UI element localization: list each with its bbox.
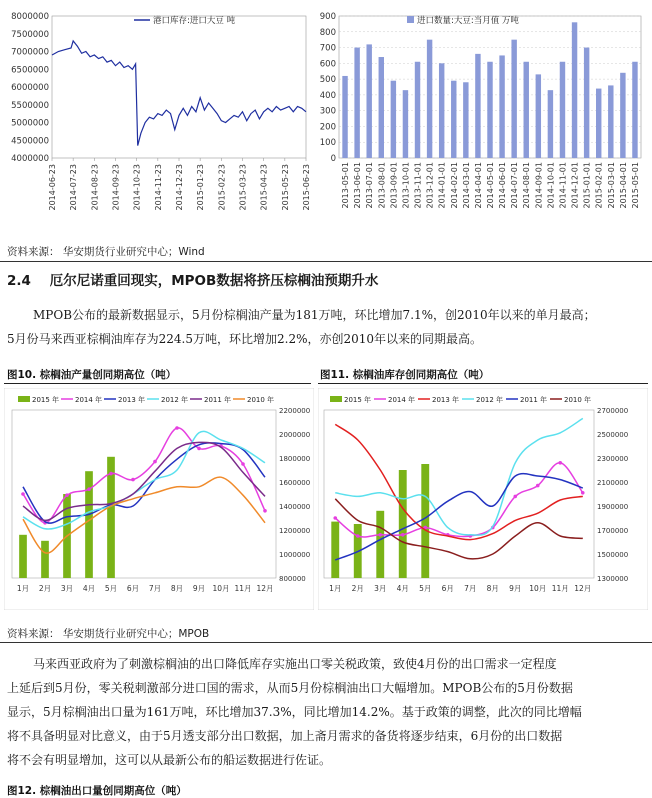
marker-2014 [356, 534, 360, 538]
y-tick-label: 1600000 [279, 479, 311, 487]
x-tick-label: 2014-09-23 [111, 164, 121, 211]
x-tick-label: 2015-05-01 [630, 162, 640, 209]
x-tick-label: 4月 [396, 584, 409, 593]
x-tick-label: 2014-06-01 [498, 162, 508, 209]
x-tick-label: 11月 [234, 584, 252, 593]
paragraph-line: MPOB公布的最新数据显示，5月份棕榈油产量为181万吨，环比增加7.1%，创2010年以来的单月最高； [33, 308, 596, 322]
y-tick-label: 600 [319, 59, 336, 70]
x-tick-label: 6月 [126, 584, 140, 593]
marker-2014 [131, 478, 135, 482]
legend-swatch [18, 396, 30, 402]
y-tick-label: 2500000 [597, 431, 629, 439]
x-tick-label: 2015-01-01 [582, 162, 592, 209]
import-bar [342, 76, 347, 158]
x-tick-label: 2014-08-23 [90, 164, 100, 211]
fig11-title-rule [318, 383, 648, 384]
import-bar [415, 62, 420, 158]
import-bar [403, 90, 408, 158]
import-bar [379, 57, 384, 158]
x-tick-label: 2014-02-01 [449, 162, 459, 209]
x-tick-label: 6月 [441, 584, 454, 593]
y-tick-label: 7500000 [11, 29, 49, 40]
import-bar [596, 89, 601, 158]
y-tick-label: 2200000 [279, 407, 311, 415]
import-bar [487, 62, 492, 158]
fig11-title: 图11. 棕榈油库存创同期高位（吨） [320, 369, 490, 381]
y-tick-label: 2300000 [597, 455, 629, 463]
y-tick-label: 800 [319, 27, 336, 38]
x-tick-label: 1月 [16, 584, 30, 593]
marker-2014 [558, 461, 562, 465]
x-tick-label: 2014-12-01 [570, 162, 580, 209]
y-tick-label: 500 [319, 75, 336, 86]
x-tick-label: 2015-02-01 [594, 162, 604, 209]
import-bar [536, 74, 541, 158]
legend-label: 2010 年 [564, 396, 592, 404]
legend-label: 港口库存:进口大豆 吨 [153, 16, 236, 26]
x-tick-label: 2014-12-23 [175, 164, 184, 211]
x-tick-label: 2月 [38, 584, 52, 593]
marker-2014 [378, 533, 382, 537]
section-number: 2.4 [7, 273, 31, 289]
import-bar [524, 62, 529, 158]
soybean-import-svg [313, 8, 647, 236]
marker-2014 [581, 491, 585, 495]
bar-2015 [421, 464, 429, 578]
import-bar [511, 40, 516, 158]
x-tick-label: 2013-11-01 [413, 162, 423, 209]
x-tick-label: 4月 [82, 584, 96, 593]
x-tick-label: 2014-11-23 [153, 164, 163, 211]
x-tick-label: 2015-06-23 [302, 164, 311, 211]
x-tick-label: 2013-05-01 [341, 162, 351, 209]
fig10-title-rule [4, 383, 311, 384]
import-bar [499, 55, 504, 158]
port-soybean-stock-svg [4, 8, 311, 236]
legend-label: 进口数量:大豆:当月值 万吨 [417, 16, 519, 26]
x-tick-label: 9月 [192, 584, 206, 593]
import-bar [451, 81, 456, 158]
legend-label: 2015 年 [344, 396, 372, 404]
section-title: 厄尔尼诺重回现实，MPOB数据将挤压棕榈油预期升水 [49, 273, 379, 289]
import-bar [366, 44, 371, 158]
x-tick-label: 2014-07-01 [510, 162, 520, 209]
x-tick-label: 2014-03-01 [461, 162, 471, 209]
y-tick-label: 1900000 [597, 503, 629, 511]
x-tick-label: 8月 [486, 584, 499, 593]
y-tick-label: 1000000 [279, 551, 311, 559]
y-tick-label: 100 [319, 138, 336, 149]
x-tick-label: 8月 [170, 584, 184, 593]
bar-2015 [41, 541, 49, 578]
top-source-note: 资料来源： 华安期货行业研究中心；Wind [7, 246, 205, 258]
legend-swatch [407, 16, 414, 23]
y-tick-label: 4000000 [11, 154, 49, 164]
y-tick-label: 1400000 [279, 503, 311, 511]
marker-2014 [333, 516, 337, 520]
legend-swatch [330, 396, 342, 402]
x-tick-label: 5月 [104, 584, 118, 593]
soybean-import-chart [313, 8, 647, 236]
import-bar [608, 85, 613, 158]
import-bar [427, 40, 432, 158]
palm-oil-production-svg [4, 388, 314, 610]
x-tick-label: 2014-04-01 [473, 162, 483, 209]
y-tick-label: 200 [319, 122, 336, 133]
paragraph-production [7, 303, 647, 351]
x-tick-label: 2015-05-23 [280, 164, 290, 211]
y-tick-label: 1700000 [597, 527, 629, 535]
legend-label: 2011 年 [520, 396, 548, 404]
x-tick-label: 2013-07-01 [365, 162, 375, 209]
y-tick-label: 1500000 [597, 551, 629, 559]
y-tick-label: 2000000 [279, 431, 311, 439]
y-tick-label: 1200000 [279, 527, 311, 535]
x-tick-label: 2014-08-01 [522, 162, 532, 209]
x-tick-label: 2015-03-01 [606, 162, 616, 209]
marker-2014 [197, 447, 201, 451]
marker-2014 [87, 487, 91, 491]
mid-source-note: 资料来源： 华安期货行业研究中心；MPOB [7, 628, 210, 640]
y-tick-label: 1800000 [279, 455, 311, 463]
y-tick-label: 700 [319, 43, 336, 54]
marker-2014 [175, 426, 179, 430]
import-bar [391, 81, 396, 158]
fig10-title: 图10. 棕榈油产量创同期高位（吨） [7, 369, 177, 381]
x-tick-label: 2013-09-01 [389, 162, 399, 209]
marker-2014 [153, 460, 157, 464]
x-tick-label: 2月 [351, 584, 364, 593]
import-bar [439, 63, 444, 158]
legend-label: 2014 年 [388, 396, 416, 404]
marker-2014 [401, 533, 405, 537]
port-soybean-stock-chart [4, 8, 311, 236]
palm-oil-inventory-chart [318, 388, 648, 610]
x-tick-label: 2013-10-01 [401, 162, 411, 209]
legend-label: 2013 年 [118, 396, 146, 404]
y-tick-label: 5000000 [11, 118, 49, 129]
x-tick-label: 2014-07-23 [69, 164, 79, 211]
y-tick-label: 7000000 [11, 47, 49, 58]
marker-2014 [65, 493, 69, 497]
x-tick-label: 7月 [464, 584, 477, 593]
marker-2014 [263, 509, 267, 513]
y-tick-label: 2700000 [597, 407, 629, 415]
import-bar [620, 73, 625, 158]
y-tick-label: 4500000 [11, 136, 49, 147]
x-tick-label: 1月 [329, 584, 342, 593]
legend-label: 2012 年 [161, 396, 189, 404]
x-tick-label: 2014-05-01 [486, 162, 495, 209]
legend-label: 2010 年 [247, 396, 275, 404]
x-tick-label: 2015-03-23 [238, 164, 248, 211]
bar-2015 [376, 511, 384, 578]
x-tick-label: 2013-12-01 [425, 162, 435, 209]
x-tick-label: 2014-10-01 [546, 162, 556, 209]
import-bar [548, 90, 553, 158]
paragraph-line: 显示，5月棕榈油出口量为161万吨，环比增加37.3%，同比增加14.2%。基于政策的调整，此次的同比增幅 [7, 705, 582, 719]
y-tick-label: 2100000 [597, 479, 629, 487]
marker-2014 [241, 462, 245, 466]
legend-label: 2014 年 [75, 396, 103, 404]
legend-label: 2013 年 [432, 396, 460, 404]
x-tick-label: 5月 [419, 584, 432, 593]
paragraph-line: 将不会有明显增加，这可以从最新公布的船运数据进行佐证。 [7, 753, 332, 767]
palm-oil-inventory-svg [318, 388, 648, 610]
x-tick-label: 3月 [60, 584, 74, 593]
y-tick-label: 1300000 [597, 575, 629, 583]
x-tick-label: 2014-01-01 [437, 162, 447, 209]
y-tick-label: 5500000 [11, 100, 49, 111]
x-tick-label: 11月 [551, 584, 569, 593]
paragraph-line: 上延后到5月份，零关税刺激部分进口国的需求，从而5月份棕榈油出口大幅增加。MPOB公布的5月份数据 [7, 681, 573, 695]
bar-2015 [331, 522, 339, 578]
x-tick-label: 2014-09-01 [534, 162, 544, 209]
y-tick-label: 8000000 [11, 12, 49, 22]
divider-mid [0, 642, 652, 643]
y-tick-label: 300 [319, 106, 336, 117]
palm-oil-production-chart [4, 388, 314, 610]
x-tick-label: 2013-06-01 [353, 162, 363, 209]
marker-2014 [513, 495, 517, 499]
x-tick-label: 2013-08-01 [377, 162, 387, 209]
x-tick-label: 2015-02-23 [217, 164, 227, 211]
y-tick-label: 0 [330, 154, 336, 164]
y-tick-label: 800000 [279, 575, 306, 583]
stock-line [52, 41, 306, 146]
plot-frame [52, 16, 306, 158]
x-tick-label: 2015-04-23 [259, 164, 269, 211]
marker-2014 [21, 492, 25, 496]
x-tick-label: 9月 [509, 584, 522, 593]
legend-label: 2015 年 [32, 396, 60, 404]
y-tick-label: 6500000 [11, 65, 49, 76]
paragraph-line: 马来西亚政府为了刺激棕榈油的出口降低库存实施出口零关税政策，致使4月份的出口需求一定程度 [33, 657, 557, 671]
import-bar [560, 62, 565, 158]
y-tick-label: 900 [319, 12, 336, 22]
import-bar [584, 48, 589, 158]
legend-label: 2012 年 [476, 396, 504, 404]
import-bar [463, 82, 468, 158]
section-heading [7, 269, 378, 289]
paragraph-line: 5月份马来西亚棕榈油库存为224.5万吨，环比增加2.2%，亦创2010年以来的同期最高。 [7, 332, 483, 346]
bar-2015 [399, 470, 407, 578]
x-tick-label: 2015-04-01 [618, 162, 628, 209]
y-tick-label: 400 [319, 90, 336, 101]
x-tick-label: 12月 [256, 584, 274, 593]
paragraph-line: 将不具备明显对比意义，由于5月透支部分出口数据，加上斋月需求的备货将逐步结束，6月份的出口数据 [7, 729, 563, 743]
x-tick-label: 12月 [574, 584, 592, 593]
y-tick-label: 6000000 [11, 83, 49, 93]
marker-2014 [109, 472, 113, 476]
x-tick-label: 2015-01-23 [196, 164, 206, 211]
x-tick-label: 2014-11-01 [558, 162, 568, 209]
import-bar [354, 48, 359, 158]
x-tick-label: 3月 [374, 584, 387, 593]
legend-label: 2011 年 [204, 396, 232, 404]
x-tick-label: 10月 [212, 584, 230, 593]
x-tick-label: 10月 [529, 584, 547, 593]
import-bar [632, 62, 637, 158]
fig12-title: 图12. 棕榈油出口量创同期高位（吨） [7, 785, 187, 797]
import-bar [572, 22, 577, 158]
divider-top [0, 261, 652, 262]
import-bar [475, 54, 480, 158]
marker-2014 [536, 484, 540, 488]
bar-2015 [19, 535, 27, 578]
chart-background [4, 388, 314, 610]
x-tick-label: 2014-06-23 [48, 164, 57, 211]
x-tick-label: 2014-10-23 [132, 164, 142, 211]
paragraph-export [7, 652, 647, 772]
x-tick-label: 7月 [148, 584, 162, 593]
